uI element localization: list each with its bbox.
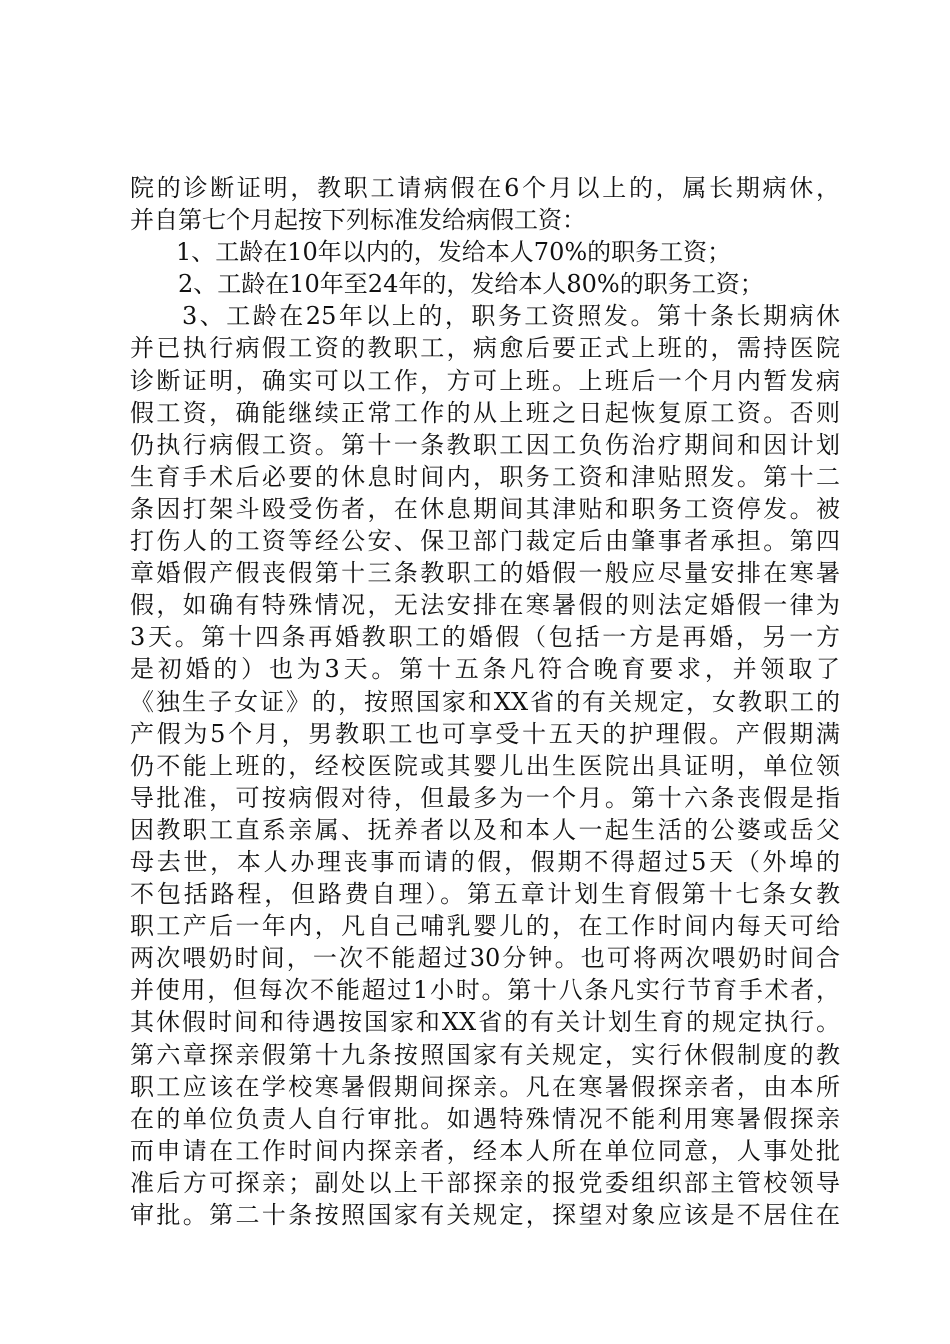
text-line: 《独生子女证》的，按照国家和XX省的有关规定，女教职工的 [130,687,840,716]
text-line: 母去世，本人办理丧事而请的假，假期不得超过5天（外埠的 [130,847,840,876]
text-line: 并已执行病假工资的教职工，病愈后要正式上班的，需持医院 [130,334,840,363]
text-line: 院的诊断证明，教职工请病假在6个月以上的，属长期病休， [130,174,840,202]
body-text [130,172,840,1231]
text-line: 3、工龄在25年以上的，职务工资照发。第十条长期病休 [182,302,840,331]
text-line: 并使用，但每次不能超过1小时。第十八条凡实行节育手术者， [130,976,840,1005]
text-line: 生育手术后必要的休息时间内，职务工资和津贴照发。第十二 [130,462,840,491]
text-line: 第六章探亲假第十九条按照国家有关规定，实行休假制度的教 [130,1040,840,1069]
text-line: 职工产后一年内，凡自己哺乳婴儿的，在工作时间内每天可给 [130,912,840,941]
text-line: 职工应该在学校寒暑假期间探亲。凡在寒暑假探亲者，由本所 [130,1072,840,1101]
text-line: 并自第七个月起按下列标准发给病假工资： [130,206,586,235]
text-line: 3天。第十四条再婚教职工的婚假（包括一方是再婚，另一方 [130,623,840,652]
text-line: 诊断证明，确实可以工作，方可上班。上班后一个月内暂发病 [130,366,840,395]
text-line: 在的单位负责人自行审批。如遇特殊情况不能利用寒暑假探亲 [130,1104,840,1133]
text-line: 不包括路程，但路费自理）。第五章计划生育假第十七条女教 [130,880,840,909]
text-line: 仍不能上班的，经校医院或其婴儿出生医院出具证明，单位领 [130,751,840,780]
text-line: 假，如确有特殊情况，无法安排在寒暑假的则法定婚假一律为 [130,591,840,620]
text-line: 假工资，确能继续正常工作的从上班之日起恢复原工资。否则 [130,398,840,427]
text-line: 因教职工直系亲属、抚养者以及和本人一起生活的公婆或岳父 [130,815,840,844]
text-line: 审批。第二十条按照国家有关规定，探望对象应该是不居住在 [130,1201,840,1229]
text-line: 打伤人的工资等经公安、保卫部门裁定后由肇事者承担。第四 [130,527,840,556]
text-line: 仍执行病假工资。第十一条教职工因工负伤治疗期间和因计划 [130,430,840,459]
text-line: 准后方可探亲；副处以上干部探亲的报党委组织部主管校领导 [130,1168,840,1197]
text-line: 而申请在工作时间内探亲者，经本人所在单位同意，人事处批 [130,1136,840,1165]
text-line: 1、工龄在10年以内的，发给本人70%的职务工资； [176,238,732,267]
text-line: 条因打架斗殴受伤者，在休息期间其津贴和职务工资停发。被 [130,494,840,523]
text-line: 导批准，可按病假对待，但最多为一个月。第十六条丧假是指 [130,783,840,812]
text-line: 章婚假产假丧假第十三条教职工的婚假一般应尽量安排在寒暑 [130,559,840,588]
text-line: 其休假时间和待遇按国家和XX省的有关计划生育的规定执行。 [130,1008,840,1037]
text-line: 产假为5个月，男教职工也可享受十五天的护理假。产假期满 [130,719,840,748]
text-line: 2、工龄在10年至24年的，发给本人80%的职务工资； [178,270,764,299]
text-line: 两次喂奶时间，一次不能超过30分钟。也可将两次喂奶时间合 [130,944,840,973]
text-line: 是初婚的）也为3天。第十五条凡符合晚育要求，并领取了 [130,655,840,684]
